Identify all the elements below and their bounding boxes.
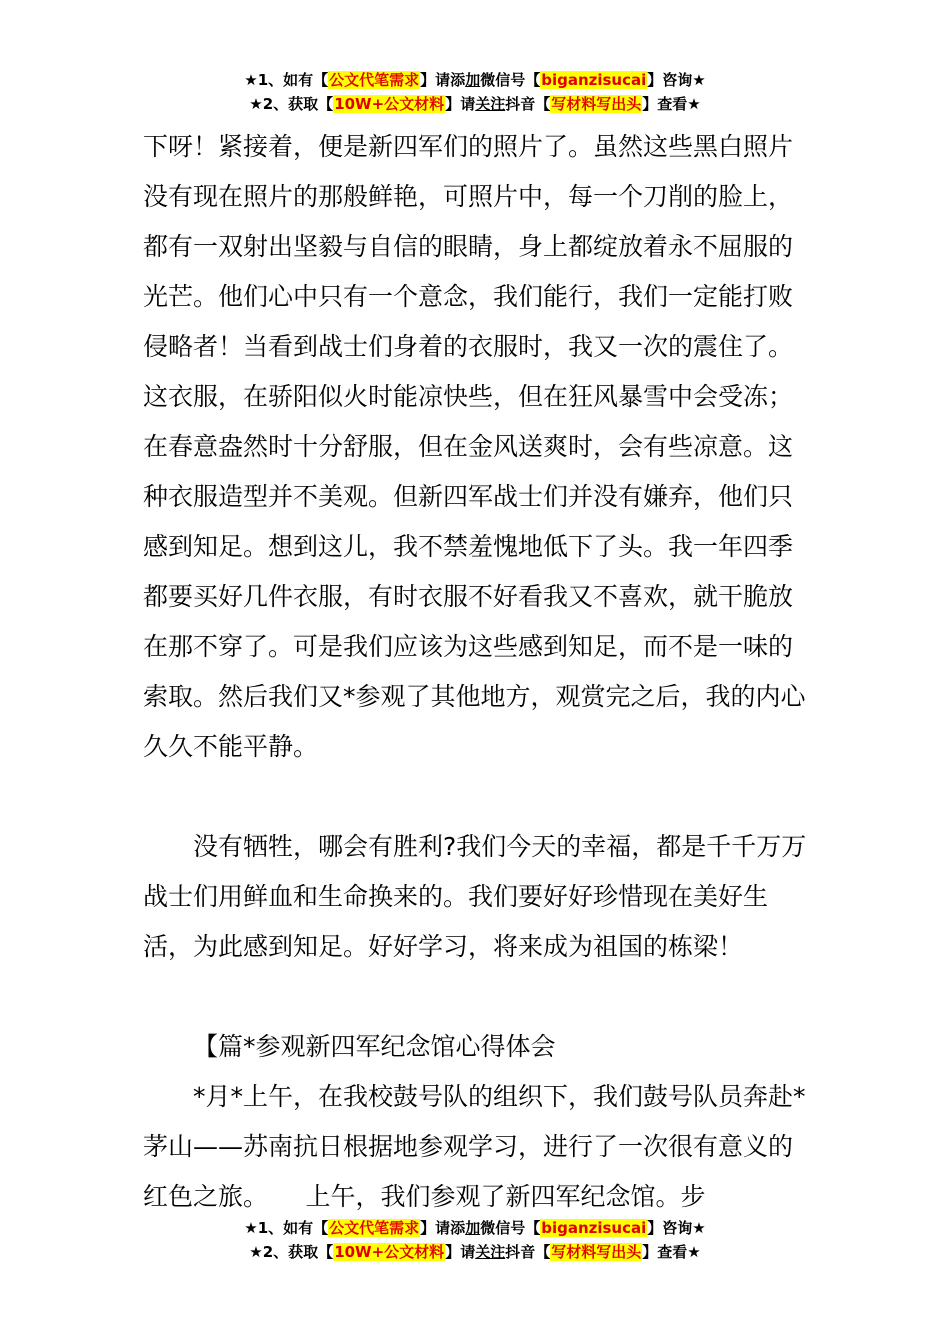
- banner-line-1: [0, 1216, 950, 1240]
- banner-text: 】请: [445, 1243, 476, 1261]
- banner-text: ★1、如有【: [244, 1219, 329, 1237]
- paragraph-1: 下呀！紧接着，便是新四军们的照片了。虽然这些黑白照片没有现在照片的那般鲜艳，可照片中，每一个刀削的脸上，都有一双射出坚毅与自信的眼睛，身上都绽放着永不屈服的光芒。他们心中只有一个意念，我们能行，我们一定能打败侵略者！当看到战士们身着的衣服时，我又一次的震住了。这衣服，在骄阳似火时能凉快些，但在狂风暴雪中会受冻；在春意盎然时十分舒服，但在金风送爽时，会有些凉意。这种衣服造型并不美观。但新四军战士们并没有嫌弃，他们只感到知足。想到这儿，我不禁羞愧地低下了头。我一年四季都要买好几件衣服，有时衣服不好看我又不喜欢，就干脆放在那不穿了。可是我们应该为这些感到知足，而不是一味的索取。然后我们又*参观了其他地方，观赏完之后，我的内心久久不能平静。: [143, 132, 806, 761]
- bottom-banner: [0, 1216, 950, 1264]
- banner-highlight: 写材料写出头: [551, 95, 642, 113]
- banner-text: 】咨询★: [647, 71, 706, 89]
- banner-text: 】咨询★: [647, 1219, 706, 1237]
- banner-text: ★2、获取【: [249, 1243, 334, 1261]
- banner-highlight: 写材料写出头: [551, 1243, 642, 1261]
- banner-text: ★1、如有【: [244, 71, 329, 89]
- banner-text: 抖音【: [505, 1243, 551, 1261]
- banner-line-1: [0, 68, 950, 92]
- banner-line-2: [0, 92, 950, 116]
- top-banner: [0, 68, 950, 116]
- banner-emphasis: 加: [465, 71, 481, 89]
- banner-highlight: 公文代笔需求: [329, 71, 420, 89]
- banner-text: 微信号【: [480, 71, 541, 89]
- banner-line-2: [0, 1240, 950, 1264]
- document-body: [143, 122, 813, 1222]
- banner-text: 】请: [445, 95, 476, 113]
- banner-highlight: biganzisucai: [541, 1219, 647, 1237]
- paragraph-2: 没有牺牲，哪会有胜利?我们今天的幸福，都是千千万万战士们用鲜血和生命换来的。我们要好好珍惜现在美好生活，为此感到知足。好好学习，将来成为祖国的栋梁！: [143, 832, 807, 961]
- banner-text: 】请添: [420, 1219, 466, 1237]
- banner-highlight: biganzisucai: [541, 71, 647, 89]
- banner-highlight: 10W+公文材料: [334, 1243, 445, 1261]
- banner-emphasis: 关注: [475, 95, 506, 113]
- section-heading: 【篇*参观新四军纪念馆心得体会: [193, 1032, 556, 1061]
- banner-highlight: 10W+公文材料: [334, 95, 445, 113]
- banner-emphasis: 加: [465, 1219, 481, 1237]
- banner-text: ★2、获取【: [249, 95, 334, 113]
- banner-text: 】请添: [420, 71, 466, 89]
- banner-text: 】查看★: [642, 95, 701, 113]
- banner-text: 微信号【: [480, 1219, 541, 1237]
- paragraph-3: *月*上午，在我校鼓号队的组织下，我们鼓号队员奔赴*茅山——苏南抗日根据地参观学习，进行了一次很有意义的红色之旅。 上午，我们参观了新四军纪念馆。步: [143, 1082, 806, 1211]
- banner-emphasis: 关注: [475, 1243, 506, 1261]
- banner-text: 抖音【: [505, 95, 551, 113]
- banner-highlight: 公文代笔需求: [329, 1219, 420, 1237]
- banner-text: 】查看★: [642, 1243, 701, 1261]
